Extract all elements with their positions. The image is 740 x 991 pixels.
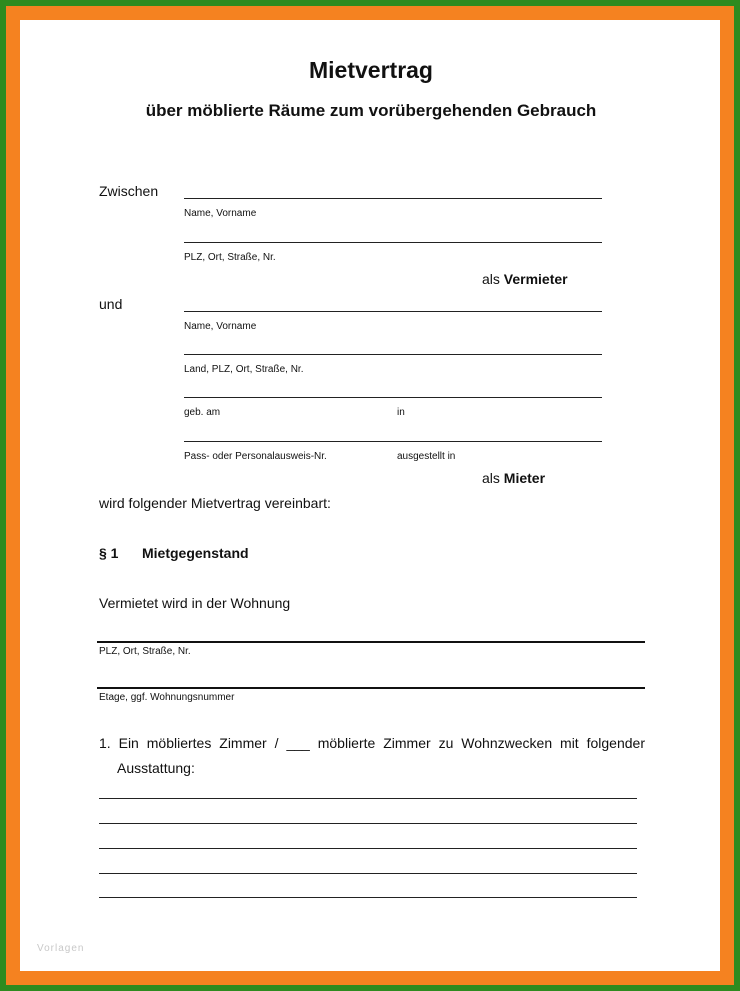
apartment-address-hint: PLZ, Ort, Straße, Nr. xyxy=(99,646,191,657)
landlord-address-line xyxy=(184,242,602,243)
tenant-role xyxy=(482,470,545,486)
tenant-address-hint: Land, PLZ, Ort, Straße, Nr. xyxy=(184,364,304,375)
landlord-name-line xyxy=(184,198,602,199)
section-number: § 1 xyxy=(99,545,119,561)
section-heading: Mietgegenstand xyxy=(142,545,249,561)
birth-date-hint: geb. am xyxy=(184,407,221,418)
equipment-line-2 xyxy=(99,823,637,824)
landlord-role xyxy=(482,271,568,287)
issued-in-hint: ausgestellt in xyxy=(397,451,456,462)
floor-hint: Etage, ggf. Wohnungsnummer xyxy=(99,692,235,703)
rental-intro: Vermietet wird in der Wohnung xyxy=(99,595,291,611)
agreement-text: wird folgender Mietvertrag vereinbart: xyxy=(99,495,331,511)
tenant-name-line xyxy=(184,311,602,312)
tenant-role-label: Mieter xyxy=(503,470,546,486)
landlord-address-hint: PLZ, Ort, Straße, Nr. xyxy=(184,252,276,263)
landlord-role-prefix: als xyxy=(482,271,500,287)
equipment-line-5 xyxy=(99,897,637,898)
document-title: Mietvertrag xyxy=(309,57,433,83)
and-label: und xyxy=(99,296,123,312)
watermark: Vorlagen xyxy=(37,943,85,954)
landlord-name-hint: Name, Vorname xyxy=(184,208,257,219)
equipment-line-4 xyxy=(99,873,637,874)
id-line xyxy=(184,441,602,442)
floor-line xyxy=(97,687,645,689)
birth-place-hint: in xyxy=(397,407,405,418)
tenant-address-line xyxy=(184,354,602,355)
id-number-hint: Pass- oder Personalausweis-Nr. xyxy=(184,451,327,462)
tenant-role-prefix: als xyxy=(482,470,500,486)
equipment-line-1 xyxy=(99,798,637,799)
birth-line xyxy=(184,397,602,398)
between-label: Zwischen xyxy=(99,183,159,199)
item1-line1: 1. Ein möbliertes Zimmer / ___ möblierte Zimmer zu Wohnzwecken mit folgender xyxy=(99,735,645,751)
apartment-address-line xyxy=(97,641,645,643)
landlord-role-label: Vermieter xyxy=(503,271,568,287)
item1-line2: Ausstattung: xyxy=(117,760,195,776)
tenant-name-hint: Name, Vorname xyxy=(184,321,257,332)
equipment-line-3 xyxy=(99,848,637,849)
document-subtitle: über möblierte Räume zum vorübergehenden Gebrauch xyxy=(145,101,597,120)
